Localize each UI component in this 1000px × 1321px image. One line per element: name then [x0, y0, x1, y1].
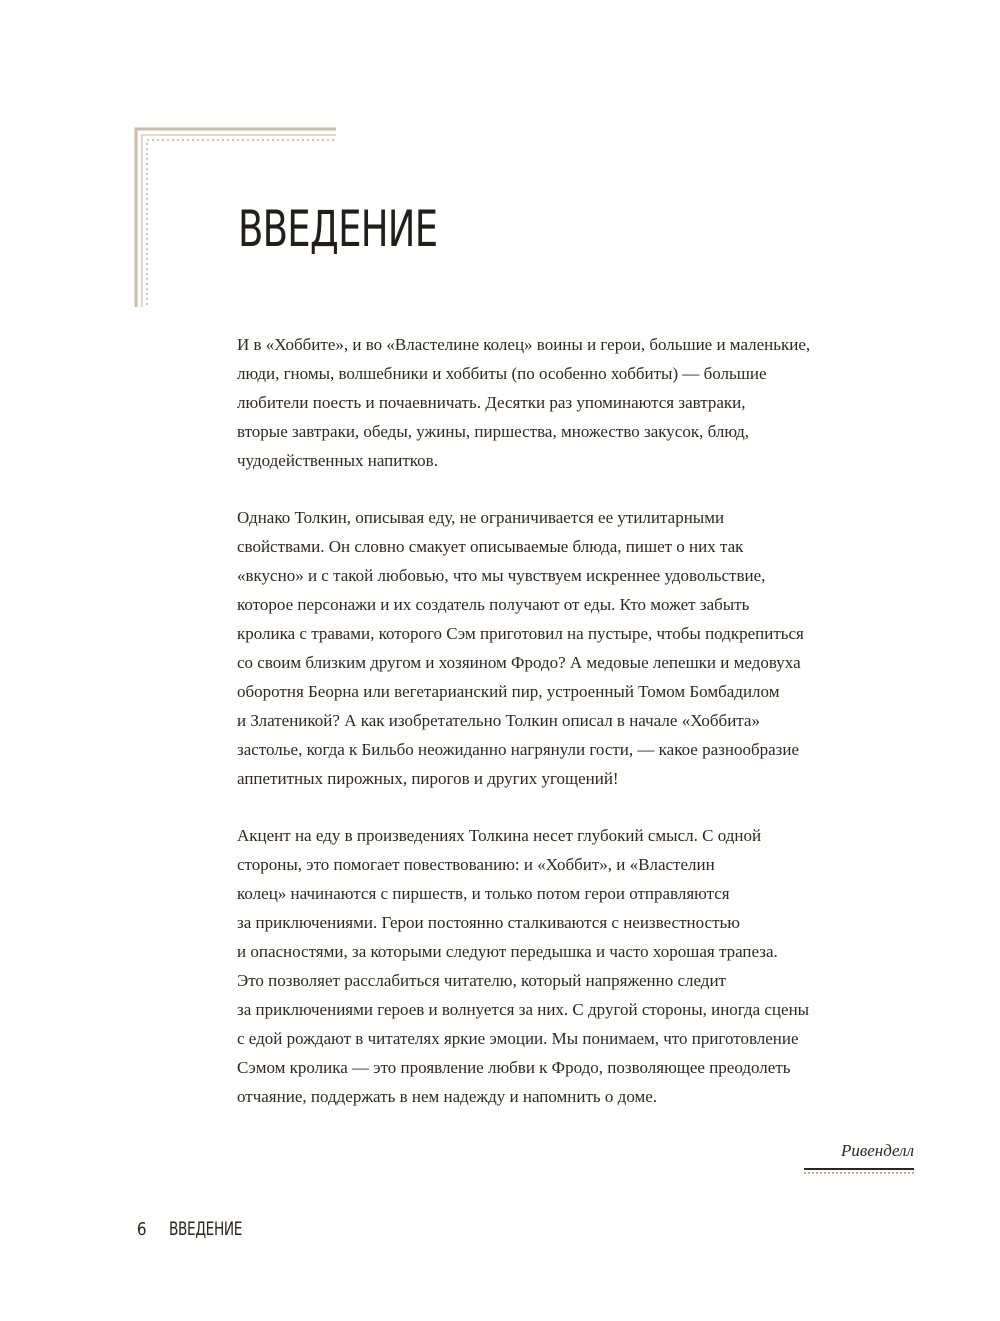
- page-number: 6: [136, 1218, 147, 1240]
- page-footer: [136, 1216, 271, 1242]
- running-head: ВВЕДЕНИЕ: [169, 1218, 243, 1240]
- signature-block: [804, 1139, 914, 1175]
- chapter-title: ВВЕДЕНИЕ: [238, 200, 438, 258]
- body-text: [237, 330, 877, 1139]
- signature-rule: [804, 1167, 914, 1175]
- paragraph-2: Однако Толкин, описывая еду, не ограничивается ее утилитарными свойствами. Он словно смакует описываемые блюда, пишет о них так «вкусно» и с такой любовью, что мы чувствуем искреннее удовольствие, которое персонажи и их создатель получают от еды. Кто может забыть кролика с травами, которого Сэм приготовил на пустыре, чтобы подкрепиться со своим близким другом и хозяином Фродо? А медовые лепешки и медовуха оборотня Беорна или вегетарианский пир, устроенный Томом Бомбадилом и Златеникой? А как изобретательно Толкин описал в начале «Хоббита» застолье, когда к Бильбо неожиданно нагрянули гости, — какое разнообразие аппетитных пирожных, пирогов и других угощений!: [237, 508, 804, 788]
- signature: Ривенделл: [841, 1141, 914, 1160]
- paragraph-3: Акцент на еду в произведениях Толкина несет глубокий смысл. С одной стороны, это помогает повествованию: и «Хоббит», и «Властелин колец» начинаются с пиршеств, и только потом герои отправляются за приключениями. Герои постоянно сталкиваются с неизвестностью и опасностями, за которыми следуют передышка и часто хорошая трапеза. Это позволяет расслабиться читателю, который напряженно следит за приключениями героев и волнуется за них. С другой стороны, иногда сцены с едой рождают в читателях яркие эмоции. Мы понимаем, что приготовление Сэмом кролика — это проявление любви к Фродо, позволяющее преодолеть отчаяние, поддержать в нем надежду и напомнить о доме.: [237, 826, 810, 1106]
- paragraph-1: И в «Хоббите», и во «Властелине колец» воины и герои, большие и маленькие, люди, гномы, волшебники и хоббиты (по особенно хоббиты) — большие любители поесть и почаевничать. Десятки раз упоминаются завтраки, вторые завтраки, обеды, ужины, пиршества, множество закусок, блюд, чудодейственных напитков.: [237, 335, 811, 470]
